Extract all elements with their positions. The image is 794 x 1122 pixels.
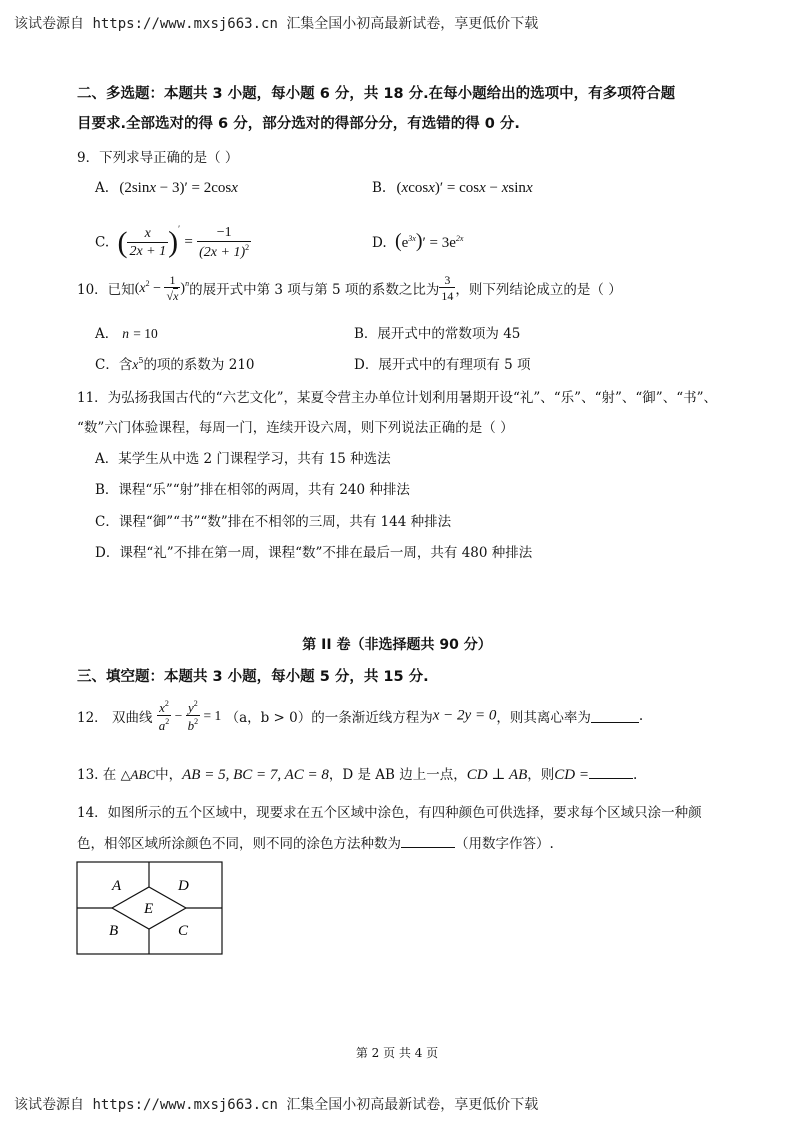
section2-title-line2: 目要求.全部选对的得 6 分，部分选对的得部分分，有选错的得 0 分. [77, 116, 520, 132]
banner-url-link[interactable]: https://www.mxsj663.cn [92, 1097, 278, 1113]
banner-prefix: 该试卷源自 [14, 16, 84, 32]
region-label-d: D [178, 878, 189, 894]
region-label-a: A [112, 878, 122, 894]
q14-stem-line1: 14．如图所示的五个区域中，现要求在五个区域中涂色，有四种颜色可供选择，要求每个区域只涂一种颜 [77, 805, 702, 821]
q11-option-b[interactable]: B．课程“乐”“射”排在相邻的两周，共有 240 种排法 [95, 482, 410, 498]
banner-url-link[interactable]: https://www.mxsj663.cn [92, 16, 278, 32]
section3-title: 三、填空题：本题共 3 小题，每小题 5 分，共 15 分. [77, 669, 429, 685]
banner-suffix: 汇集全国小初高最新试卷，享更低价下载 [286, 1097, 539, 1113]
bottom-source-banner [14, 1094, 538, 1114]
section2-title-line1: 二、多选题：本题共 3 小题，每小题 6 分，共 18 分.在每小题给出的选项中，有多项符合题 [77, 86, 676, 102]
q11-stem-line1: 11．为弘扬我国古代的“六艺文化”，某夏令营主办单位计划利用暑期开设“礼”、“乐”、“射”、“御”、“书”、 [77, 390, 717, 406]
banner-prefix: 该试卷源自 [14, 1097, 84, 1113]
region-label-c: C [178, 923, 189, 939]
region-diagram [76, 861, 224, 956]
q11-option-c[interactable]: C．课程“御”“书”“数”排在不相邻的三周，共有 144 种排法 [95, 514, 452, 530]
q10-option-d[interactable]: D．展开式中的有理项有 5 项 [354, 357, 531, 373]
q10-option-c[interactable]: C．含$x^5$的项的系数为 210 [95, 356, 255, 373]
region-label-e: E [144, 901, 154, 917]
q11-option-a[interactable]: A．某学生从中选 2 门课程学习，共有 15 种选法 [95, 451, 391, 467]
q13-answer-blank[interactable] [589, 766, 633, 779]
q9-option-d[interactable]: D. $(e^{3x})' = 3e^{2x}$ [372, 230, 464, 252]
q10-option-a[interactable]: A． n = 10 [95, 326, 158, 342]
q10-option-b[interactable]: B．展开式中的常数项为 45 [354, 326, 521, 342]
q10-stem: 10．已知($x^2$ − $\frac{1}{√x}$ )$^n$的展开式中第 3 项与第 5 项的系数之比为 $\frac{3}{14}$ ，则下列结论成立的是（ ） [77, 273, 622, 303]
q13-stem: 13. 在 △ABC中，AB = 5, BC = 7, AC = 8，D 是 AB 边上一点，CD ⊥ AB，则CD = . [77, 767, 638, 783]
q12-stem: 12． 双曲线 $\frac{x^2}{a^2}$ − $\frac{y^2}{b^2}$ = 1 （a，b > 0）的一条渐近线方程为x − 2y = 0，则其离心率为 . [77, 699, 644, 733]
q9-option-c[interactable]: C. ( $\frac{x}{2x + 1}$ )′ = $\frac{-1}{(2x + 1)^2}$ [95, 224, 250, 260]
part2-title: 第 II 卷（非选择题共 90 分） [302, 637, 492, 653]
q11-option-d[interactable]: D．课程“礼”不排在第一周，课程“数”不排在最后一周，共有 480 种排法 [95, 545, 533, 561]
q9-stem: 9．下列求导正确的是（ ） [77, 150, 239, 166]
q9-option-a[interactable]: A. (2sinx − 3)′ = 2cosx [95, 180, 238, 196]
region-label-b: B [109, 923, 119, 939]
q12-answer-blank[interactable] [591, 710, 639, 723]
banner-suffix: 汇集全国小初高最新试卷，享更低价下载 [286, 16, 539, 32]
top-source-banner [14, 13, 538, 33]
q14-answer-blank[interactable] [401, 835, 455, 848]
q9-option-b[interactable]: B. (xcosx)′ = cosx − xsinx [372, 180, 533, 196]
q11-stem-line2: “数”六门体验课程，每周一门，连续开设六周，则下列说法正确的是（ ） [77, 420, 514, 436]
q14-stem-line2: 色，相邻区域所涂颜色不同，则不同的涂色方法种数为 （用数字作答）. [77, 836, 554, 852]
page-number: 第 2 页 共 4 页 [355, 1046, 439, 1060]
